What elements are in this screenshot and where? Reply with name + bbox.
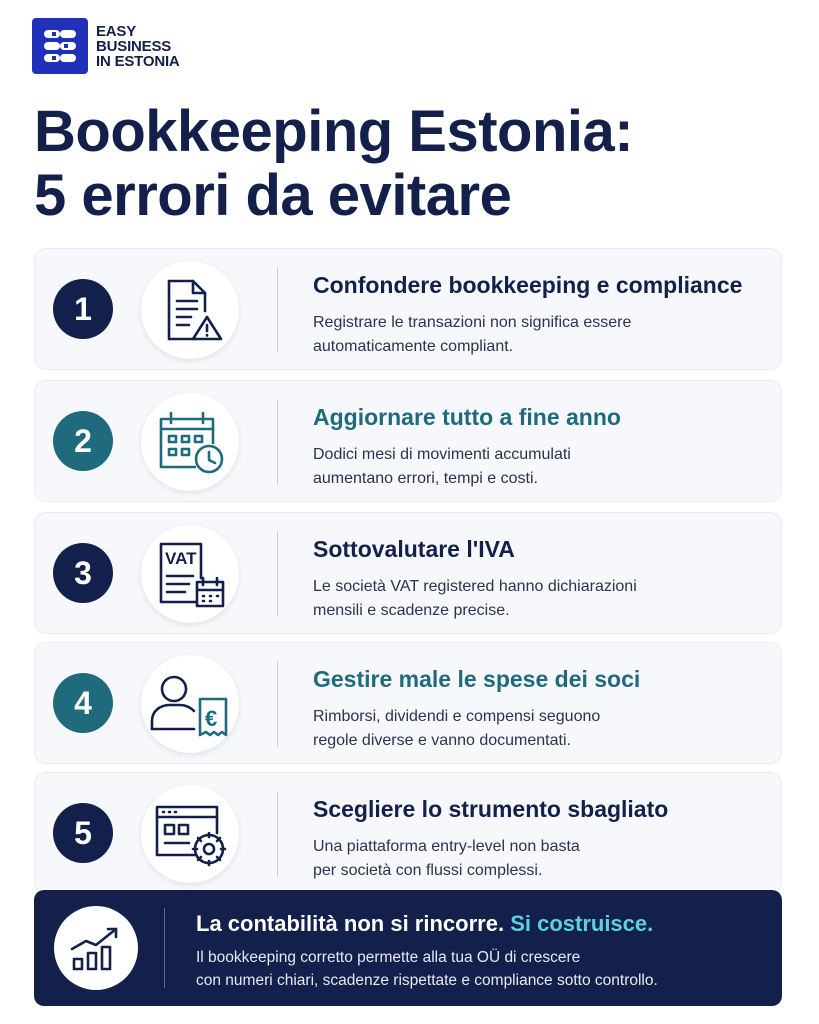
brand-line-2: BUSINESS xyxy=(96,37,172,55)
banner-title-highlight: Si costruisce. xyxy=(510,911,654,936)
error-card-4 xyxy=(34,642,782,764)
page-title-line-2: 5 errori da evitare xyxy=(34,163,512,228)
error-title: Sottovalutare l'IVA xyxy=(313,536,515,562)
step-number-badge: 2 xyxy=(53,411,113,471)
step-number-badge: 1 xyxy=(53,279,113,339)
icon-container xyxy=(54,906,138,990)
description-line: Registrare le transazioni non significa essere xyxy=(313,314,632,331)
divider xyxy=(277,267,278,353)
description-line: automaticamente compliant. xyxy=(313,338,514,355)
error-title: Scegliere lo strumento sbagliato xyxy=(313,796,669,822)
growth-chart-icon xyxy=(68,923,124,973)
document-warning-icon xyxy=(155,275,225,345)
banner-description xyxy=(196,946,756,992)
description-line: Le società VAT registered hanno dichiarazioni xyxy=(313,578,637,595)
calendar-clock-icon xyxy=(153,407,227,477)
error-card-2 xyxy=(34,380,782,502)
step-number-badge: 4 xyxy=(53,673,113,733)
icon-container xyxy=(141,525,239,623)
browser-gear-icon xyxy=(151,799,229,869)
description-line: regole diverse e vanno documentati. xyxy=(313,732,571,749)
vat-icon-label: VAT xyxy=(165,549,197,568)
brand-logo xyxy=(32,18,180,74)
error-card-1 xyxy=(34,248,782,370)
error-card-5 xyxy=(34,772,782,894)
icon-container xyxy=(141,785,239,883)
euro-icon-label: € xyxy=(205,706,218,731)
description-line: per società con flussi complessi. xyxy=(313,862,543,879)
step-number-badge: 5 xyxy=(53,803,113,863)
brand-name xyxy=(96,24,180,69)
divider xyxy=(277,531,278,617)
error-card-3 xyxy=(34,512,782,634)
error-description xyxy=(313,705,763,753)
error-title: Gestire male le spese dei soci xyxy=(313,666,641,692)
icon-container xyxy=(141,655,239,753)
description-line: mensili e scadenze precise. xyxy=(313,602,510,619)
divider xyxy=(277,791,278,877)
error-description xyxy=(313,575,763,623)
description-line: Il bookkeeping corretto permette alla tua OÜ di crescere xyxy=(196,949,581,966)
description-line: Una piattaforma entry-level non basta xyxy=(313,838,580,855)
brand-line-1: EASY xyxy=(96,22,137,40)
error-description xyxy=(313,835,763,883)
page-title xyxy=(34,100,633,228)
conclusion-banner xyxy=(34,890,782,1006)
divider xyxy=(277,399,278,485)
brand-line-3: IN ESTONIA xyxy=(96,52,180,70)
divider xyxy=(277,661,278,747)
description-line: Rimborsi, dividendi e compensi seguono xyxy=(313,708,601,725)
banner-title xyxy=(196,910,653,938)
description-line: con numeri chiari, scadenze rispettate e compliance sotto controllo. xyxy=(196,972,658,989)
error-title: Confondere bookkeeping e compliance xyxy=(313,272,743,298)
brand-mark-icon xyxy=(32,18,88,74)
icon-container xyxy=(141,261,239,359)
description-line: aumentano errori, tempi e costi. xyxy=(313,470,538,487)
description-line: Dodici mesi di movimenti accumulati xyxy=(313,446,571,463)
error-title: Aggiornare tutto a fine anno xyxy=(313,404,621,430)
error-description xyxy=(313,311,763,359)
page-title-line-1: Bookkeeping Estonia: xyxy=(34,99,634,164)
icon-container xyxy=(141,393,239,491)
error-description xyxy=(313,443,763,491)
step-number-badge: 3 xyxy=(53,543,113,603)
banner-title-main: La contabilità non si rincorre. xyxy=(196,911,505,936)
divider xyxy=(164,908,165,988)
vat-document-calendar-icon xyxy=(153,538,227,610)
person-euro-receipt-icon xyxy=(148,669,232,739)
